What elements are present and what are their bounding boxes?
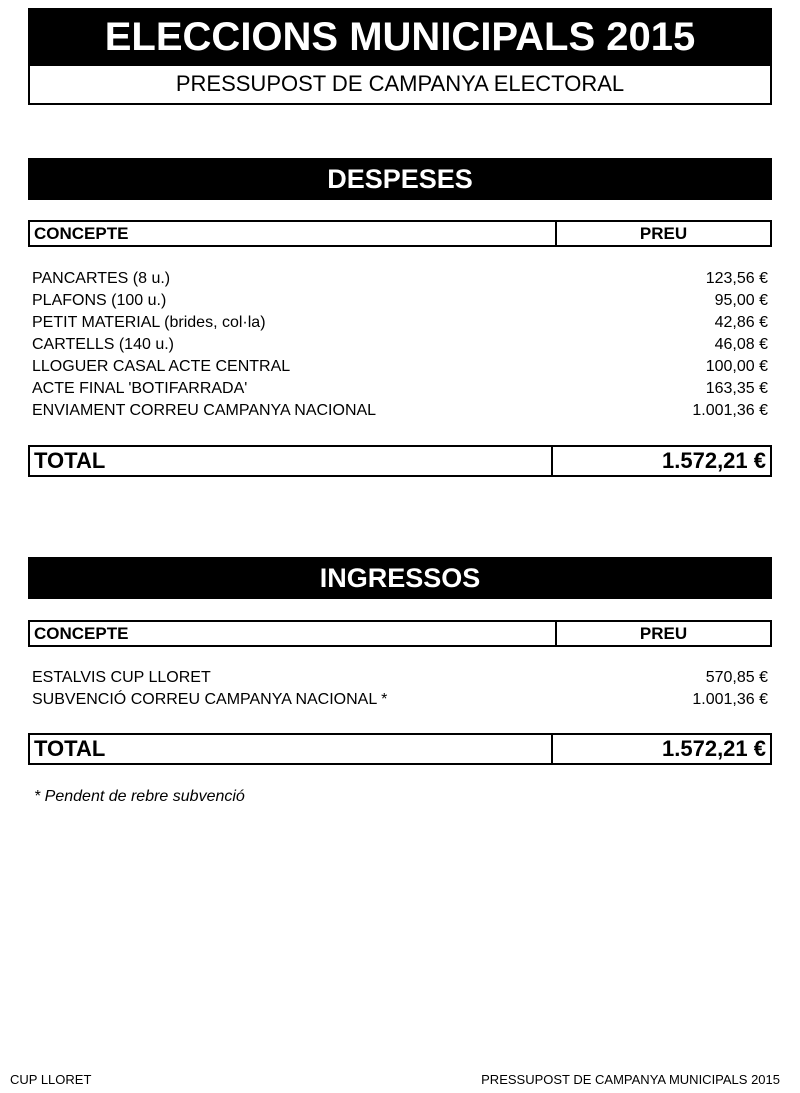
item-concept: LLOGUER CASAL ACTE CENTRAL xyxy=(32,358,291,375)
ingressos-heading: INGRESSOS xyxy=(28,557,772,599)
ingressos-total-value: 1.572,21 € xyxy=(662,736,766,761)
item-price: 95,00 € xyxy=(714,292,768,309)
item-price: 163,35 € xyxy=(705,380,768,397)
list-item xyxy=(32,400,768,422)
item-price: 42,86 € xyxy=(714,314,768,331)
item-price: 100,00 € xyxy=(705,358,768,375)
item-price: 46,08 € xyxy=(714,336,768,353)
page-subtitle: PRESSUPOST DE CAMPANYA ELECTORAL xyxy=(28,66,772,105)
ingressos-total-row xyxy=(28,733,772,765)
item-concept: CARTELLS (140 u.) xyxy=(32,336,174,353)
item-price: 1.001,36 € xyxy=(692,402,768,419)
list-item xyxy=(32,268,768,290)
item-price: 123,56 € xyxy=(705,270,768,287)
footnote: * Pendent de rebre subvenció xyxy=(34,788,245,805)
ingressos-col-price: PREU xyxy=(639,624,688,643)
list-item xyxy=(32,689,768,711)
list-item xyxy=(32,667,768,689)
ingressos-col-concept: CONCEPTE xyxy=(30,622,557,645)
despeses-total-label: TOTAL xyxy=(30,447,553,475)
item-price: 570,85 € xyxy=(705,669,768,686)
despeses-col-price: PREU xyxy=(639,224,688,243)
ingressos-header-row xyxy=(28,620,772,647)
item-concept: ENVIAMENT CORREU CAMPANYA NACIONAL xyxy=(32,402,377,419)
footer-right: PRESSUPOST DE CAMPANYA MUNICIPALS 2015 xyxy=(481,1072,780,1087)
item-concept: PANCARTES (8 u.) xyxy=(32,270,171,287)
despeses-header-row xyxy=(28,220,772,247)
page-title: ELECCIONS MUNICIPALS 2015 xyxy=(28,8,772,66)
list-item xyxy=(32,312,768,334)
item-concept: ACTE FINAL 'BOTIFARRADA' xyxy=(32,380,248,397)
despeses-list xyxy=(32,268,768,422)
despeses-total-row xyxy=(28,445,772,477)
item-concept: PLAFONS (100 u.) xyxy=(32,292,167,309)
item-price: 1.001,36 € xyxy=(692,691,768,708)
ingressos-total-label: TOTAL xyxy=(30,735,553,763)
despeses-col-concept: CONCEPTE xyxy=(30,222,557,245)
item-concept: PETIT MATERIAL (brides, col·la) xyxy=(32,314,266,331)
list-item xyxy=(32,378,768,400)
item-concept: ESTALVIS CUP LLORET xyxy=(32,669,211,686)
list-item xyxy=(32,334,768,356)
list-item xyxy=(32,356,768,378)
list-item xyxy=(32,290,768,312)
despeses-heading: DESPESES xyxy=(28,158,772,200)
despeses-total-value: 1.572,21 € xyxy=(662,448,766,473)
ingressos-list xyxy=(32,667,768,711)
item-concept: SUBVENCIÓ CORREU CAMPANYA NACIONAL * xyxy=(32,691,388,708)
footer-left: CUP LLORET xyxy=(10,1072,92,1087)
